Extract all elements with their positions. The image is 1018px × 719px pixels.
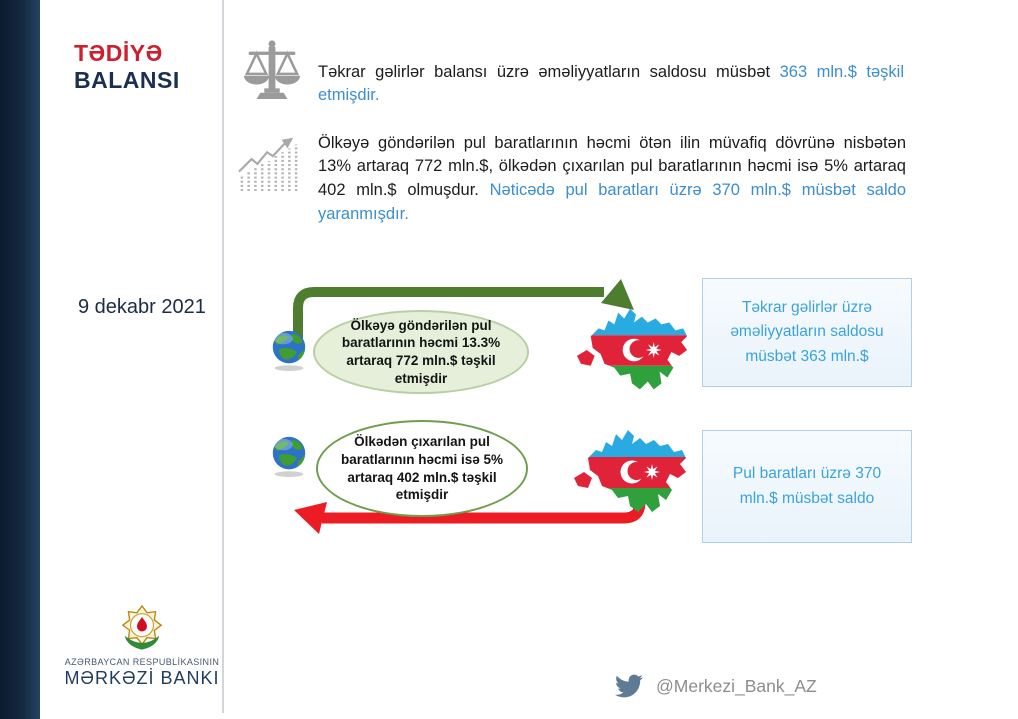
secondary-income-result-box (702, 278, 912, 387)
statement-secondary-income-black: Təkrar gəlirlər balansı üzrə əməliyyatların saldosu müsbət (318, 62, 771, 81)
page-title-line2: BALANSI (74, 67, 180, 94)
inflow-note-oval (313, 310, 529, 394)
globe-icon (268, 434, 310, 478)
statement-remittances-black: Ölkəyə göndərilən pul baratlarının həcmi ötən ilin müvafiq dövrünə nisbətən 13% artaraq 772 mln.$, ölkədən çıxarılan pul baratlarının həcmi isə 5% artaraq 402 mln.$ olmuşdur. (318, 133, 906, 199)
org-name-line1: AZƏRBAYCAN RESPUBLİKASININ (64, 657, 220, 667)
twitter-handle[interactable]: @Merkezi_Bank_AZ (656, 675, 817, 696)
slide-date: 9 dekabr 2021 (78, 296, 206, 318)
twitter-handle-row[interactable] (612, 672, 817, 700)
remittance-result-text: Pul baratları üzrə 370 mln.$ müsbət saldo (732, 465, 882, 507)
central-bank-logo (46, 604, 238, 689)
growth-chart-icon (237, 130, 301, 192)
page-title (74, 40, 180, 94)
statement-secondary-income-blue: 363 mln.$ təşkil etmişdir. (318, 62, 905, 105)
remittance-result-box (702, 430, 912, 543)
left-accent-strip (0, 0, 40, 719)
statement-remittances (318, 132, 906, 227)
outflow-note-text: Ölkədən çıxarılan pul baratlarının həcmi isə 5% artaraq 402 mln.$ təşkil etmişdir (340, 434, 504, 503)
statement-remittances-blue: Nəticədə pul baratları üzrə 370 mln.$ müsbət saldo yaranmışdır. (318, 181, 906, 223)
azerbaijan-flag-map (575, 298, 693, 402)
page-title-line1: TƏDİYƏ (74, 40, 163, 66)
inflow-note-text: Ölkəyə göndərilən pul baratlarının həcmi 13.3% artaraq 772 mln.$ təşkil etmişdir (341, 317, 501, 386)
org-name-line2: MƏRKƏZİ BANKI (64, 668, 220, 688)
azerbaijan-flag-map (572, 420, 692, 524)
scales-icon (243, 39, 301, 101)
globe-icon (268, 328, 310, 372)
twitter-icon (612, 672, 646, 700)
outflow-note-oval (316, 420, 528, 517)
statement-secondary-income (318, 61, 904, 109)
central-bank-emblem-icon (119, 604, 165, 654)
secondary-income-result-text: Təkrar gəlirlər üzrə əməliyyatların saldosu müsbət 363 mln.$ (730, 299, 884, 365)
outflow-arrowhead (294, 502, 327, 534)
